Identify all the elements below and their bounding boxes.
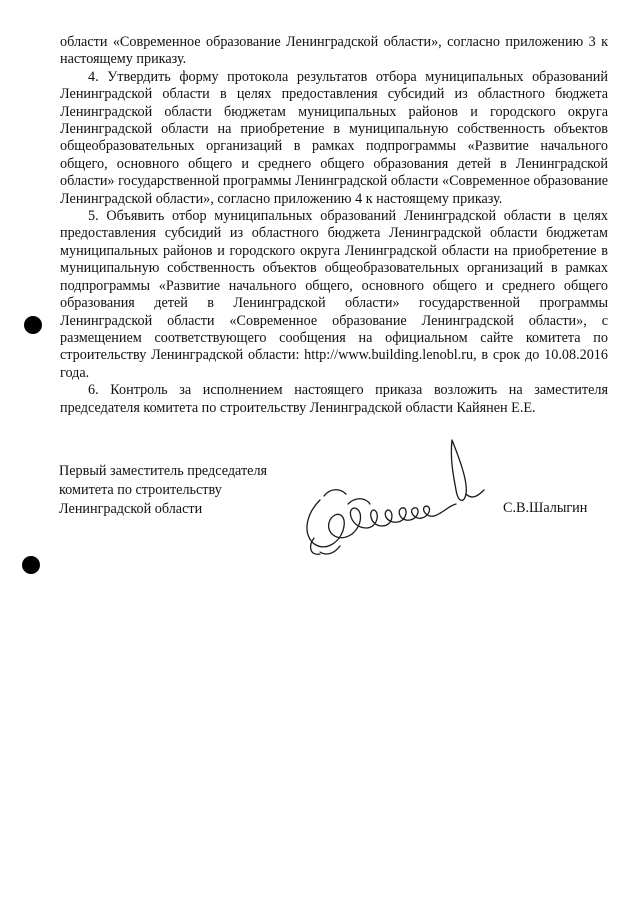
document-body xyxy=(60,34,608,417)
paragraph-6: 6. Контроль за исполнением настоящего приказа возложить на заместителя председателя комитета по строительству Ленинградской области Кайянен Е.Е. xyxy=(60,382,608,416)
signatory-name: С.В.Шалыгин xyxy=(503,500,588,516)
punch-hole xyxy=(24,316,42,334)
paragraph-5: 5. Объявить отбор муниципальных образований Ленинградской области в целях предоставления субсидий из областного бюджета Ленинградской области бюджетам муниципальных районов и городского округа Ленинградской области на приобретение в муниципальную собственность объектов общеобразовательных организаций в рамках подпрограммы «Развитие начального общего, основного общего и среднего общего образования детей в Ленинградской области» государственной программы Ленинградской области «Современное образование Ленинградской области», с размещением соответствующего сообщения на официальном сайте комитета по строительству Ленинградской области: http://www.building.lenobl.ru, в срок до 10.08.2016 года. xyxy=(60,208,608,381)
signatory-title-line: комитета по строительству xyxy=(59,482,222,498)
signatory-title-line: Ленинградской области xyxy=(59,501,203,517)
punch-hole xyxy=(22,556,40,574)
paragraph-continuation: области «Современное образование Ленинградской области», согласно приложению 3 к настоящему приказу. xyxy=(60,34,608,68)
signatory-title-line: Первый заместитель председателя xyxy=(59,463,268,479)
signatory-title xyxy=(59,462,267,519)
paragraph-4: 4. Утвердить форму протокола результатов отбора муниципальных образований Ленинградской области в целях предоставления субсидий из областного бюджета Ленинградской области бюджетам муниципальных районов и городского округа Ленинградской области на приобретение в муниципальную собственность объектов общеобразовательных организаций в рамках подпрограммы «Развитие начального общего, основного общего и среднего общего образования детей в Ленинградской области» государственной программы Ленинградской области «Современное образование Ленинградской области», согласно приложению 4 к настоящему приказу. xyxy=(60,68,608,207)
handwritten-signature xyxy=(290,430,500,570)
